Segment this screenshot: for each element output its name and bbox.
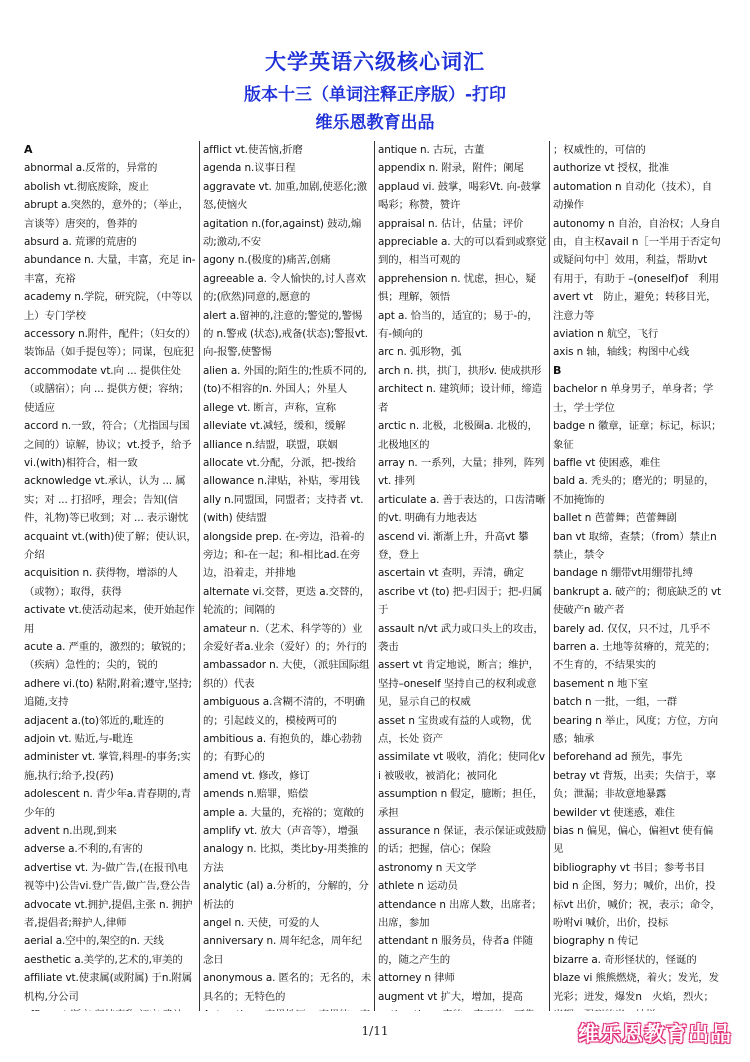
publisher-watermark: 维乐恩教育出品 bbox=[578, 1022, 732, 1046]
glossary-column bbox=[24, 141, 199, 1011]
glossary-entry: adjoin vt. 贴近,与-毗连 bbox=[24, 733, 134, 745]
glossary-entry: amends n.赔罪，赔偿 bbox=[203, 788, 309, 801]
page-number: 1/11 bbox=[361, 1024, 389, 1038]
glossary-entry: ally n.同盟国，同盟者；支持者 vt.(with) 使结盟 bbox=[203, 493, 364, 525]
glossary-entry: bibliography vt 书目；参考书目 bbox=[553, 861, 706, 874]
glossary-entry: accommodate vt.向 ... 提供住处（或膳宿）；向 ... 提供方便；容纳；使适应 bbox=[24, 364, 190, 414]
glossary-entry bbox=[378, 1006, 547, 1011]
glossary-entry: authorize vt 授权，批准 bbox=[553, 162, 669, 175]
glossary-entry: adjacent a.(to)邻近的,毗连的 bbox=[24, 714, 164, 727]
glossary-entry: assert vt 肯定地说，断言；维护，坚持–oneself 坚持自己的权利或意见，显示自己的权威 bbox=[378, 659, 539, 709]
glossary-entry bbox=[203, 1006, 372, 1011]
glossary-entry: bandage n 绷带vt用绷带扎缚 bbox=[553, 567, 693, 580]
glossary-entry: antique n. 古玩，古董 bbox=[378, 144, 485, 156]
glossary-entry: aggravate vt. 加重,加剧,使恶化;激怒,使恼火 bbox=[203, 180, 368, 212]
glossary-entry: allowance n.津贴，补贴，零用钱 bbox=[203, 475, 360, 488]
glossary-entry: assumption n 假定，臆断；担任，承担 bbox=[378, 788, 543, 819]
glossary-entry: alternate vi.交替，更迭 a.交替的，轮流的；间隔的 bbox=[203, 585, 370, 617]
glossary-columns bbox=[24, 141, 730, 1011]
glossary-entry: array n. 一系列，大量；排列，阵列vt. 排列 bbox=[378, 456, 545, 488]
glossary-entry: arch n. 拱，拱门，拱形v. 使成拱形 bbox=[378, 364, 542, 377]
glossary-entry: athlete n 运动员 bbox=[378, 880, 458, 893]
glossary-entry: administer vt. 掌管,料理-的事务;实施,执行;给予,投(药) bbox=[24, 751, 191, 782]
glossary-entry: attorney n 律师 bbox=[378, 972, 455, 985]
glossary-column bbox=[374, 141, 549, 1011]
glossary-entry: appraisal n. 估计，估量；评价 bbox=[378, 217, 524, 230]
glossary-entry: amplify vt. 放大（声音等），增强 bbox=[203, 825, 359, 838]
glossary-entry: barely ad. 仅仅，只不过，几乎不 bbox=[553, 622, 711, 635]
glossary-entry: ascend vi. 渐渐上升，升高vt 攀登，登上 bbox=[378, 530, 529, 561]
glossary-entry: ascribe vt (to) 把-归因于；把-归属于 bbox=[378, 585, 543, 617]
glossary-entry: acute a. 严重的，激烈的；敏锐的；（疾病）急性的；尖的，锐的 bbox=[24, 640, 192, 672]
glossary-entry: alliance n.结盟，联盟，联姻 bbox=[203, 438, 338, 451]
glossary-entry: alleviate vt.减轻，缓和，缓解 bbox=[203, 420, 346, 433]
glossary-entry: allocate vt.分配，分派，把-拨给 bbox=[203, 456, 356, 469]
glossary-entry: amend vt. 修改，修订 bbox=[203, 769, 310, 782]
glossary-entry: bewilder vt 使迷惑，难住 bbox=[553, 806, 675, 819]
glossary-entry: advent n.出现,到来 bbox=[24, 825, 117, 838]
glossary-entry bbox=[24, 1006, 197, 1011]
glossary-entry: barren a. 土地等贫瘠的，荒芜的；不生育的，不结果实的 bbox=[553, 640, 716, 672]
glossary-entry: augment vt 扩大，增加，提高 bbox=[378, 990, 523, 1003]
glossary-entry: bearing n 举止，风度；方位，方向感；轴承 bbox=[553, 714, 719, 745]
glossary-entry: bid n 企图，努力；喊价，出价，投标vt 出价，喊价；祝，表示；命令，吩咐vi 喊价，出价，投标 bbox=[553, 880, 721, 930]
glossary-entry: anniversary n. 周年纪念，周年纪念日 bbox=[203, 935, 362, 966]
glossary-entry: advertise vt. 为-做广告,(在报刊\电视等中)公告vi.登广告,做广告,登公告 bbox=[24, 861, 191, 893]
glossary-entry: apt a. 恰当的，适宜的；易于-的，有-倾向的 bbox=[378, 309, 538, 341]
document-subtitle: 版本十三（单词注释正序版）-打印 bbox=[243, 85, 507, 105]
glossary-entry: ambassador n. 大使，（派驻国际组织的）代表 bbox=[203, 659, 370, 690]
glossary-entry: allege vt. 断言，声称，宣称 bbox=[203, 401, 336, 414]
glossary-column bbox=[199, 141, 374, 1011]
glossary-entry: assimilate vt 吸收，消化；使同化vi 被吸收，被消化；被同化 bbox=[378, 751, 545, 782]
glossary-entry: bizarre a. 奇形怪状的，怪诞的 bbox=[553, 953, 697, 966]
glossary-entry: activate vt.使活动起来，使开始起作用 bbox=[24, 604, 195, 635]
glossary-entry: adolescent n. 青少年a.青春期的,青少年的 bbox=[24, 788, 191, 819]
glossary-entry: agitation n.(for,against) 鼓动,煽动;激动,不安 bbox=[203, 217, 362, 249]
glossary-entry: betray vt 背叛，出卖；失信于，辜负；泄漏；非故意地暴露 bbox=[553, 769, 716, 801]
glossary-entry: attendance n 出席人数，出席者；出席，参加 bbox=[378, 898, 542, 930]
glossary-entry: axis n 轴，轴线；构图中心线 bbox=[553, 346, 690, 359]
glossary-entry: assault n/vt 武力或口头上的攻击，袭击 bbox=[378, 622, 544, 653]
glossary-entry: abundance n. 大量，丰富，充足 in-丰富，充裕 bbox=[24, 254, 196, 285]
glossary-entry: ample a. 大量的，充裕的；宽敞的 bbox=[203, 806, 364, 819]
glossary-entry: ambitious a. 有抱负的，雄心勃勃的；有野心的 bbox=[203, 733, 362, 764]
glossary-column bbox=[549, 141, 724, 1011]
glossary-entry: assurance n 保证，表示保证或鼓励的话；把握，信心；保险 bbox=[378, 825, 547, 856]
glossary-entry: ；权威性的，可信的 bbox=[553, 144, 646, 156]
glossary-entry: agony n.(极度的)痛苦,创痛 bbox=[203, 254, 331, 267]
glossary-entry: abnormal a.反常的，异常的 bbox=[24, 162, 158, 175]
glossary-entry: bankrupt a. 破产的；彻底缺乏的 vt 使破产n 破产者 bbox=[553, 585, 722, 617]
glossary-entry: abrupt a.突然的，意外的；（举止，言谈等）唐突的，鲁莽的 bbox=[24, 199, 189, 230]
glossary-entry: agreeable a. 令人愉快的,讨人喜欢的;(欣然)同意的,愿意的 bbox=[203, 272, 366, 304]
glossary-entry: badge n 徽章，证章；标记，标识；象征 bbox=[553, 420, 722, 451]
glossary-entry: alert a.留神的,注意的;警觉的,警惕的 n.警戒 (状态),戒备(状态);警报vt.向-报警,使警惕 bbox=[203, 309, 368, 359]
glossary-entry: adverse a.不利的,有害的 bbox=[24, 843, 143, 856]
glossary-entry: astronomy n 天文学 bbox=[378, 861, 477, 874]
glossary-entry: acknowledge vt.承认，认为 ... 属实；对 ... 打招呼，理会；告知(信件，礼物)等已收到；对 ... 表示谢忱 bbox=[24, 475, 189, 525]
glossary-entry: basement n 地下室 bbox=[553, 677, 648, 690]
glossary-entry: apprehension n. 忧虑，担心，疑惧；理解，领悟 bbox=[378, 272, 536, 304]
glossary-entry: abolish vt.彻底废除，废止 bbox=[24, 180, 149, 193]
glossary-entry: accord n.一致，符合；（尤指国与国之间的）谅解，协议；vt.授予，给予vi.(with)相符合，相一致 bbox=[24, 420, 192, 469]
glossary-entry: architect n. 建筑师；设计师，缔造者 bbox=[378, 383, 542, 414]
glossary-entry: baffle vt 使困惑，难住 bbox=[553, 456, 661, 469]
glossary-entry: aerial a.空中的,架空的n. 天线 bbox=[24, 935, 164, 948]
glossary-entry: asset n 宝贵或有益的人或物，优点，长处 资产 bbox=[378, 714, 532, 745]
glossary-entry: accessory n.附件，配件；（妇女的）装饰品（如手提包等）；同谋，包庇犯 bbox=[24, 328, 196, 359]
glossary-entry: afflict vt.使苦恼,折磨 bbox=[203, 144, 303, 156]
glossary-entry: appendix n. 附录，附件；阑尾 bbox=[378, 162, 524, 175]
glossary-entry: bias n 偏见，偏心，偏袒vt 使有偏见 bbox=[553, 825, 714, 856]
glossary-entry: ban vt 取缔，查禁；（from）禁止n 禁止，禁令 bbox=[553, 530, 717, 561]
glossary-entry: arctic n. 北极，北极圈a. 北极的，北极地区的 bbox=[378, 420, 538, 451]
glossary-entry: beforehand ad 预先，事先 bbox=[553, 751, 683, 764]
glossary-entry: automation n 自动化（技术），自动操作 bbox=[553, 180, 713, 212]
glossary-entry: aesthetic a.美学的,艺术的,审美的 bbox=[24, 953, 183, 966]
glossary-entry: acquaint vt.(with)使了解；使认识，介绍 bbox=[24, 530, 197, 561]
glossary-entry: advocate vt.拥护,提倡,主张 n. 拥护者,提倡者;辩护人,律师 bbox=[24, 898, 193, 930]
glossary-entry: ballet n 芭蕾舞；芭蕾舞剧 bbox=[553, 512, 677, 525]
glossary-entry: blaze vi 熊熊燃烧，着火；发光，发光彩；迸发，爆发n 火焰，烈火； bbox=[553, 972, 719, 1003]
glossary-entry: agenda n.议事日程 bbox=[203, 162, 296, 175]
glossary-entry: batch n 一批，一组，一群 bbox=[553, 696, 678, 709]
section-heading: B bbox=[553, 363, 562, 377]
glossary-entry: analogy n. 比拟，类比by-用类推的方法 bbox=[203, 843, 369, 874]
glossary-entry: angel n. 天使，可爱的人 bbox=[203, 917, 320, 930]
glossary-entry: alien a. 外国的;陌生的;性质不同的,(to)不相容的n. 外国人；外星人 bbox=[203, 364, 367, 396]
glossary-entry: articulate a. 善于表达的，口齿清晰的vt. 明确有力地表达 bbox=[378, 493, 546, 525]
glossary-entry: attendant n 服务员，侍者a 伴随的，随之产生的 bbox=[378, 935, 533, 966]
document-title: 大学英语六级核心词汇 bbox=[265, 50, 485, 74]
glossary-entry: aviation n 航空，飞行 bbox=[553, 328, 659, 341]
section-heading: A bbox=[24, 143, 33, 156]
document-publisher: 维乐恩教育出品 bbox=[315, 113, 435, 133]
glossary-entry: amateur n.（艺术、科学等的）业余爱好者a.业余（爱好）的；外行的 bbox=[203, 622, 367, 653]
glossary-entry: autonomy n 自治，自治权；人身自由，自主权avail n［一半用于否定句或疑问句中］效用，利益，帮助vt 有用于，有助于 –(oneself)of 利用 bbox=[553, 217, 721, 285]
glossary-entry: applaud vi. 鼓掌，喝彩Vt. 向-鼓掌喝彩；称赞，赞许 bbox=[378, 180, 542, 212]
glossary-entry: acquisition n. 获得物，增添的人（或物）；取得，获得 bbox=[24, 567, 178, 598]
glossary-entry: affiliate vt.使隶属(或附属) 于n.附属机构,分公司 bbox=[24, 972, 193, 1003]
glossary-entry: analytic (al) a.分析的，分解的，分析法的 bbox=[203, 880, 369, 911]
glossary-entry: ambiguous a.含糊不清的，不明确的；引起歧义的，模棱两可的 bbox=[203, 696, 365, 727]
glossary-entry: biography n 传记 bbox=[553, 935, 638, 948]
glossary-entry: arc n. 弧形物，弧 bbox=[378, 346, 462, 359]
glossary-entry: bachelor n 单身男子，单身者；学士，学士学位 bbox=[553, 383, 714, 414]
glossary-entry: adhere vi.(to) 粘附,附着;遵守,坚持;追随,支持 bbox=[24, 677, 192, 709]
glossary-entry: alongside prep. 在-旁边，沿着-的旁边；和-在一起；和-相比ad.在旁边，沿着走，并排地 bbox=[203, 530, 365, 580]
glossary-entry: anonymous a. 匿名的；无名的，未具名的；无特色的 bbox=[203, 972, 372, 1003]
glossary-entry: absurd a. 荒谬的荒唐的 bbox=[24, 236, 137, 249]
glossary-entry: bald a. 秃头的；磨光的；明显的，不加掩饰的 bbox=[553, 475, 715, 506]
glossary-entry: ascertain vt 查明，弄清，确定 bbox=[378, 567, 524, 580]
glossary-entry: academy n.学院，研究院，（中等以上）专门学校 bbox=[24, 291, 192, 322]
glossary-entry: avert vt 防止，避免；转移目光，注意力等 bbox=[553, 291, 717, 322]
glossary-entry: appreciable a. 大的可以看到或察觉到的，相当可观的 bbox=[378, 236, 547, 267]
